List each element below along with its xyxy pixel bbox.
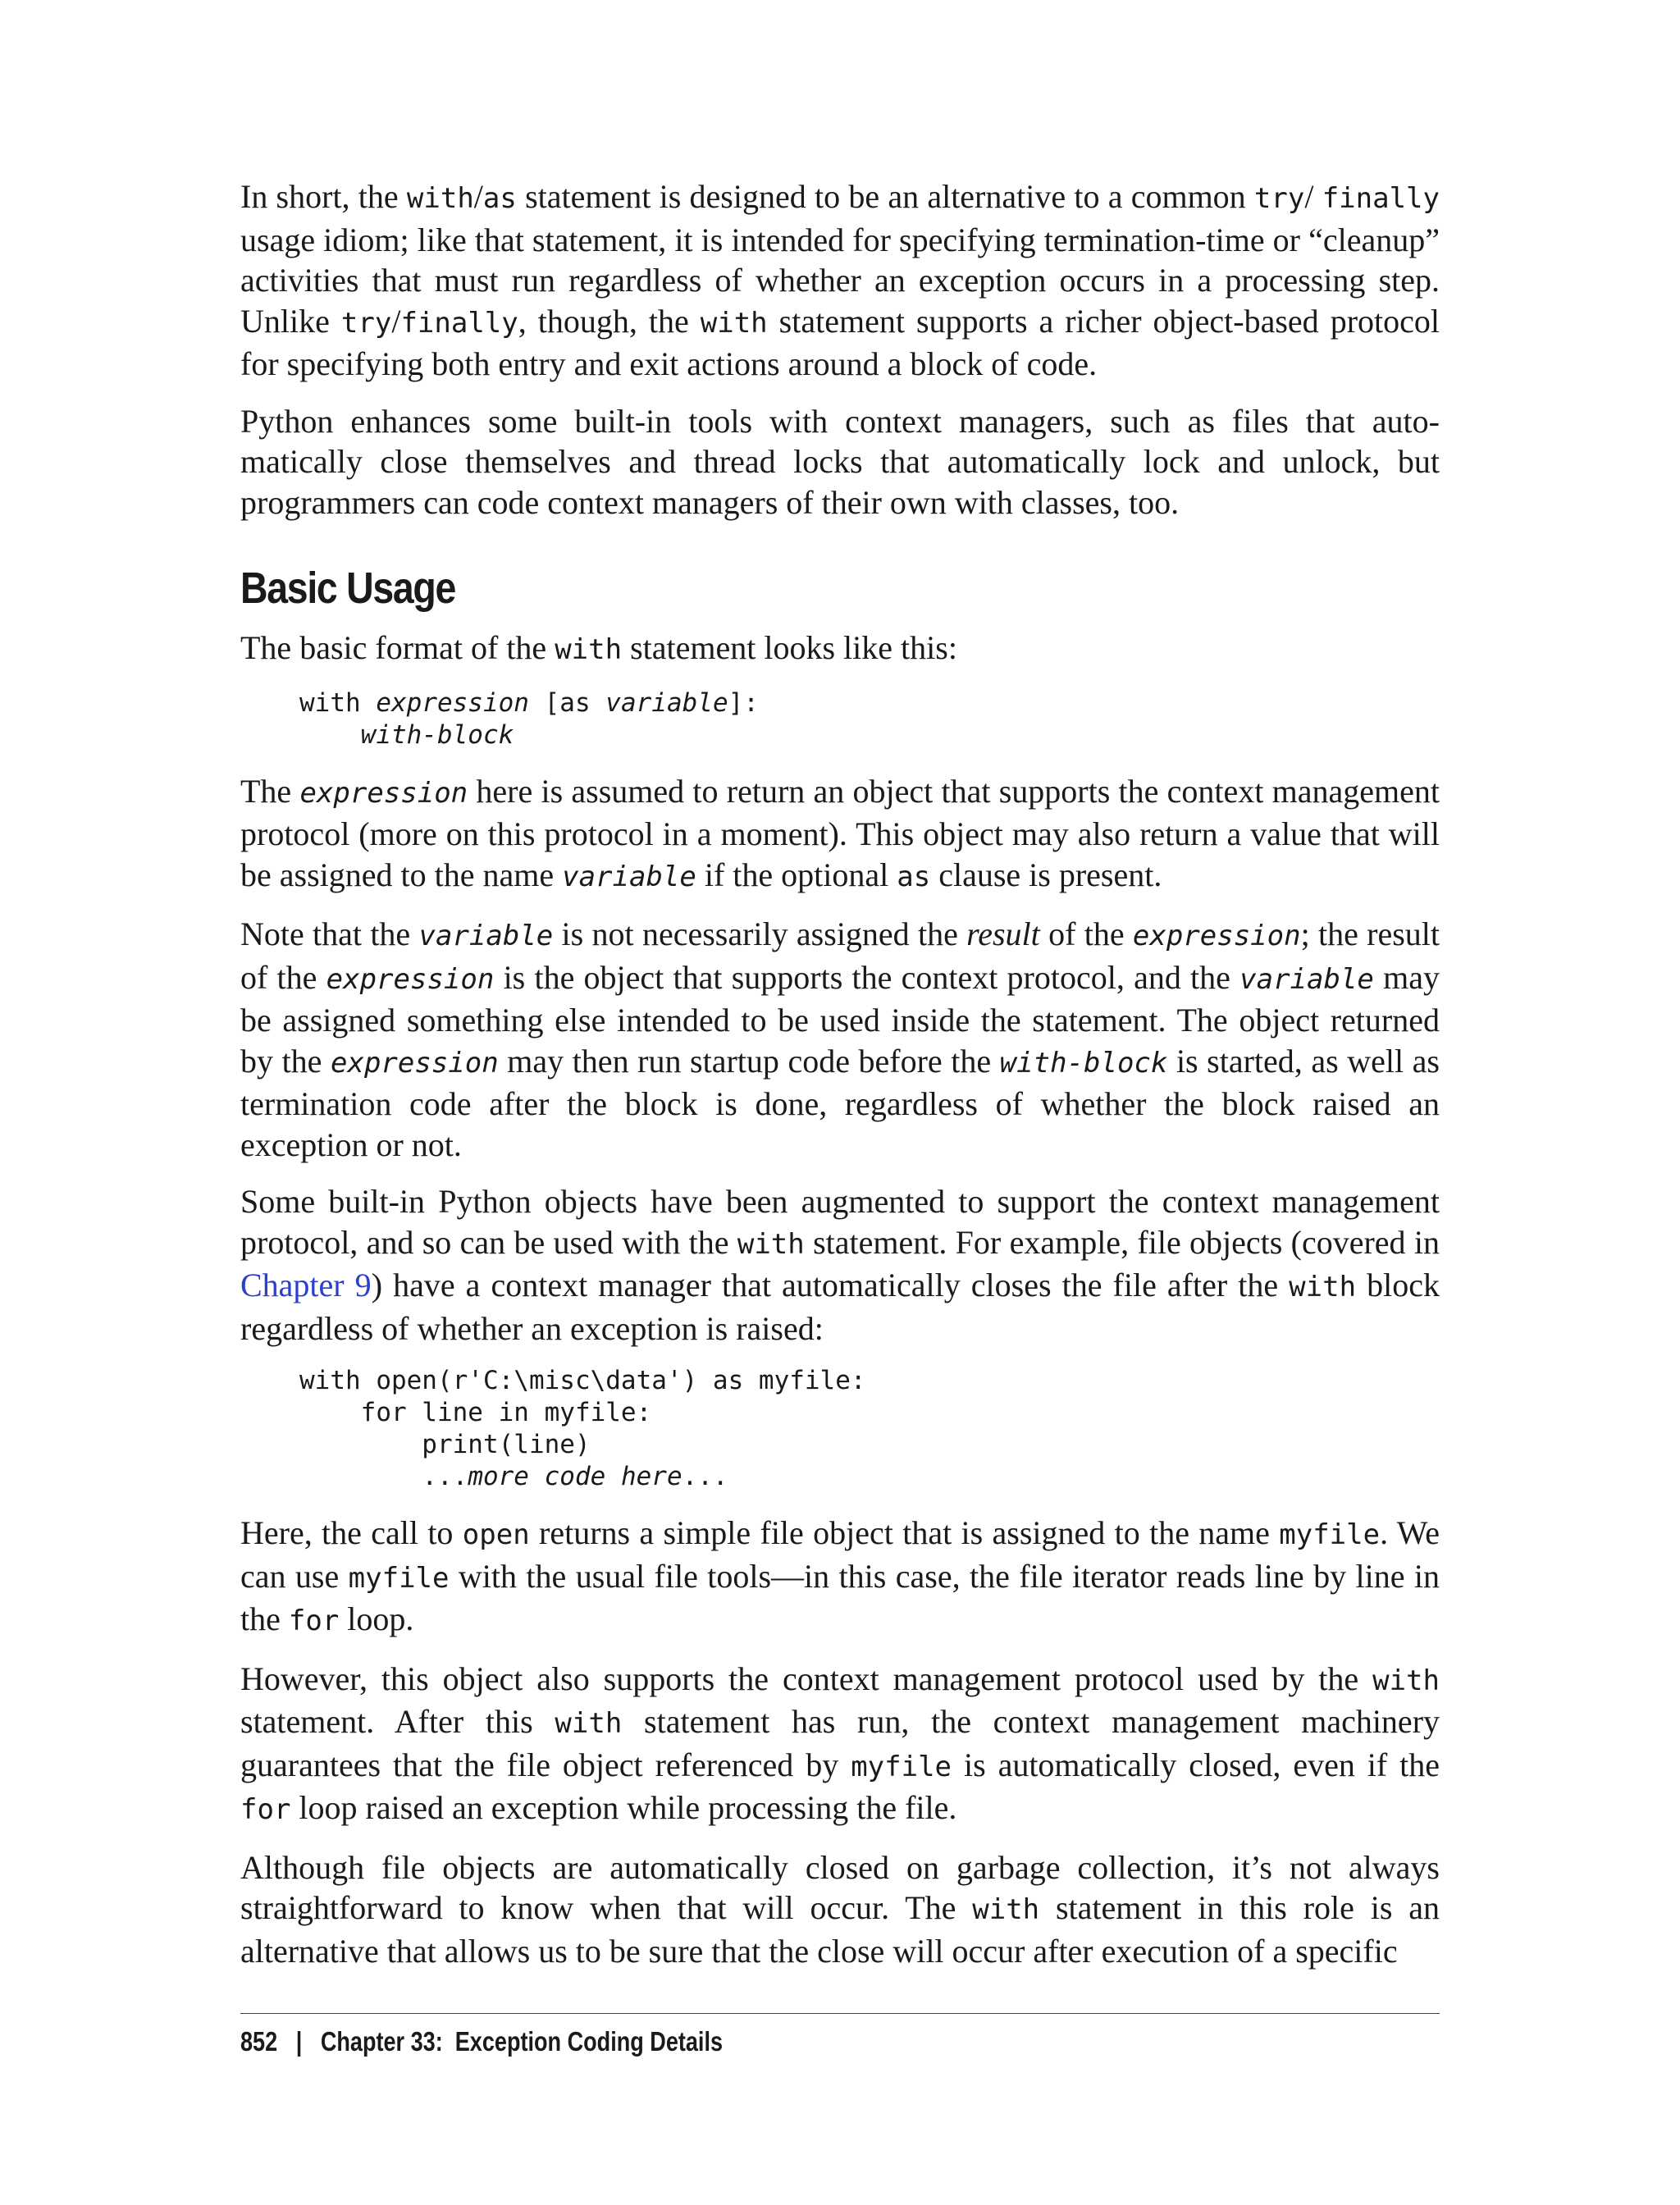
italic-text: result <box>966 915 1040 952</box>
paragraph-open-call <box>240 1513 1440 1642</box>
code-token: ]: <box>728 687 759 718</box>
text: . We can use <box>240 1514 1440 1595</box>
code-with: with <box>737 1227 805 1261</box>
footer-rule <box>240 2013 1440 2014</box>
chapter-9-link[interactable]: Chapter 9 <box>240 1267 372 1303</box>
page-number: 852 <box>240 2026 278 2057</box>
code-with-block: with-block <box>999 1046 1168 1080</box>
text: loop. <box>339 1600 414 1637</box>
section-heading: Basic Usage <box>240 564 456 613</box>
code-expression: expression <box>331 1046 499 1080</box>
code-token: [as <box>528 687 606 718</box>
text: here is assumed to return an object that supports the context management protocol (more on this protocol in a moment). This object may also return a value that will be assigned to the name <box>240 772 1440 893</box>
text: usage idiom; like that statement, it is intended for specifying termination-time or “cleanup” activities that must run regardless of whether an exception occurs in a processing step. Unlike <box>240 221 1440 340</box>
text: Although file objects are automatically closed on garbage collection, it’s not always straightforward to know when that will occur. The <box>240 1848 1440 1926</box>
text: In short, the <box>240 178 407 215</box>
paragraph-variable-note <box>240 914 1440 1165</box>
code-open: open <box>462 1518 530 1551</box>
code-variable: variable <box>1239 962 1374 996</box>
code-variable: variable <box>562 860 696 893</box>
code-expression: expression <box>1132 920 1301 952</box>
text: statement. After this <box>240 1703 555 1740</box>
text: may be assigned something else intended to be used inside the statement. The object returned by the <box>240 958 1440 1080</box>
text: Some built-in Python objects have been augmented to support the context management protocol, and so can be used with the <box>240 1183 1440 1261</box>
code-line: with open(r'C:\misc\data') as myfile: <box>299 1366 866 1395</box>
code-expression: expression <box>326 962 495 996</box>
text: , though, the <box>518 302 701 340</box>
code-expression: expression <box>299 776 468 810</box>
text: loop raised an exception while processing the file. <box>290 1789 957 1826</box>
code-token: more code here <box>468 1462 682 1491</box>
paragraph-expression <box>240 771 1440 898</box>
code-with: with <box>972 1893 1040 1926</box>
code-as: as <box>482 182 517 215</box>
text: The basic format of the <box>240 629 555 666</box>
intro-paragraph-1 <box>240 176 1440 385</box>
text: is started, as well as termination code after the block is done, regardless of whether the block raised an exception or not. <box>240 1042 1440 1163</box>
code-with: with <box>1372 1664 1440 1697</box>
text: block regardless of whether an exception is raised: <box>240 1267 1440 1347</box>
text: Here, the call to <box>240 1514 463 1551</box>
text: statement supports a richer object-based protocol for specifying both entry and exit actions around a block of code. <box>240 302 1440 382</box>
code-with: with <box>555 633 623 666</box>
code-token: with <box>299 687 377 718</box>
text: ; the result of the <box>240 915 1440 996</box>
footer-chapter-title: Chapter 33: Exception Coding Details <box>320 2026 724 2057</box>
paragraph-protocol-guarantee <box>240 1659 1440 1831</box>
text: clause is present. <box>930 856 1162 893</box>
text: is not necessarily assigned the <box>553 915 967 952</box>
text: if the optional <box>696 856 897 893</box>
code-try: try <box>340 306 392 340</box>
code-token: with-block <box>360 719 514 750</box>
code-as: as <box>897 860 931 893</box>
code-token: ... <box>422 1462 468 1491</box>
code-finally: finally <box>400 306 518 340</box>
text: The <box>240 772 300 810</box>
text: Note that the <box>240 915 419 952</box>
code-token: ... <box>682 1462 728 1491</box>
code-myfile: myfile <box>851 1750 952 1783</box>
text: of the <box>1039 915 1133 952</box>
code-with: with <box>1289 1271 1357 1303</box>
text: statement. For example, file objects (covered in <box>804 1223 1440 1261</box>
page-content <box>240 176 1440 1988</box>
code-token: expression <box>376 687 529 718</box>
footer-separator: | <box>295 2026 303 2057</box>
text: However, this object also supports the context management protocol used by the <box>240 1659 1373 1697</box>
text: / <box>391 302 401 340</box>
text: statement in this role is an alternative that allows us to be sure that the close will occur after execution of a specific <box>240 1889 1440 1970</box>
code-block-syntax <box>299 687 1440 751</box>
code-indent <box>299 720 361 750</box>
text: may then run startup code before the <box>498 1042 1000 1080</box>
code-finally: finally <box>1322 182 1440 215</box>
code-indent <box>299 1462 422 1491</box>
text: is the object that supports the context protocol, and the <box>494 958 1240 996</box>
code-variable: variable <box>418 920 554 952</box>
code-myfile: myfile <box>348 1561 450 1595</box>
code-myfile: myfile <box>1279 1518 1381 1551</box>
text: ) have a context manager that automatically closes the file after the <box>371 1267 1290 1303</box>
code-try: try <box>1253 182 1305 215</box>
code-with: with <box>700 306 768 340</box>
code-block-file-example <box>299 1365 1440 1493</box>
code-line: for line in myfile: <box>299 1398 652 1427</box>
text: statement looks like this: <box>622 629 957 666</box>
intro-paragraph-2: Python enhances some built-in tools with context managers, such as files that automatically close themselves and thread locks that automatically lock and unlock, but programmers can code context managers of their own with classes, too. <box>240 402 1440 521</box>
code-with: with <box>555 1707 623 1740</box>
text: / <box>1304 178 1322 215</box>
text: statement is designed to be an alternative to a common <box>516 178 1254 215</box>
text: returns a simple file object that is assigned to the name <box>529 1514 1280 1551</box>
code-token: variable <box>605 687 728 718</box>
code-with: with <box>406 182 474 215</box>
code-line: print(line) <box>299 1430 591 1459</box>
code-for: for <box>288 1605 340 1637</box>
paragraph-builtin-objects <box>240 1181 1440 1349</box>
page-footer <box>240 2026 723 2057</box>
paragraph-basic-format <box>240 628 1440 671</box>
text: is automatically closed, even if the <box>952 1746 1440 1783</box>
text: statement has run, the context management machinery guarantees that the file object referenced by <box>240 1703 1440 1783</box>
text: / <box>473 178 483 215</box>
text: with the usual file tools—in this case, the file iterator reads line by line in the <box>240 1557 1440 1637</box>
paragraph-garbage-collection <box>240 1847 1440 1972</box>
code-for: for <box>240 1793 291 1826</box>
